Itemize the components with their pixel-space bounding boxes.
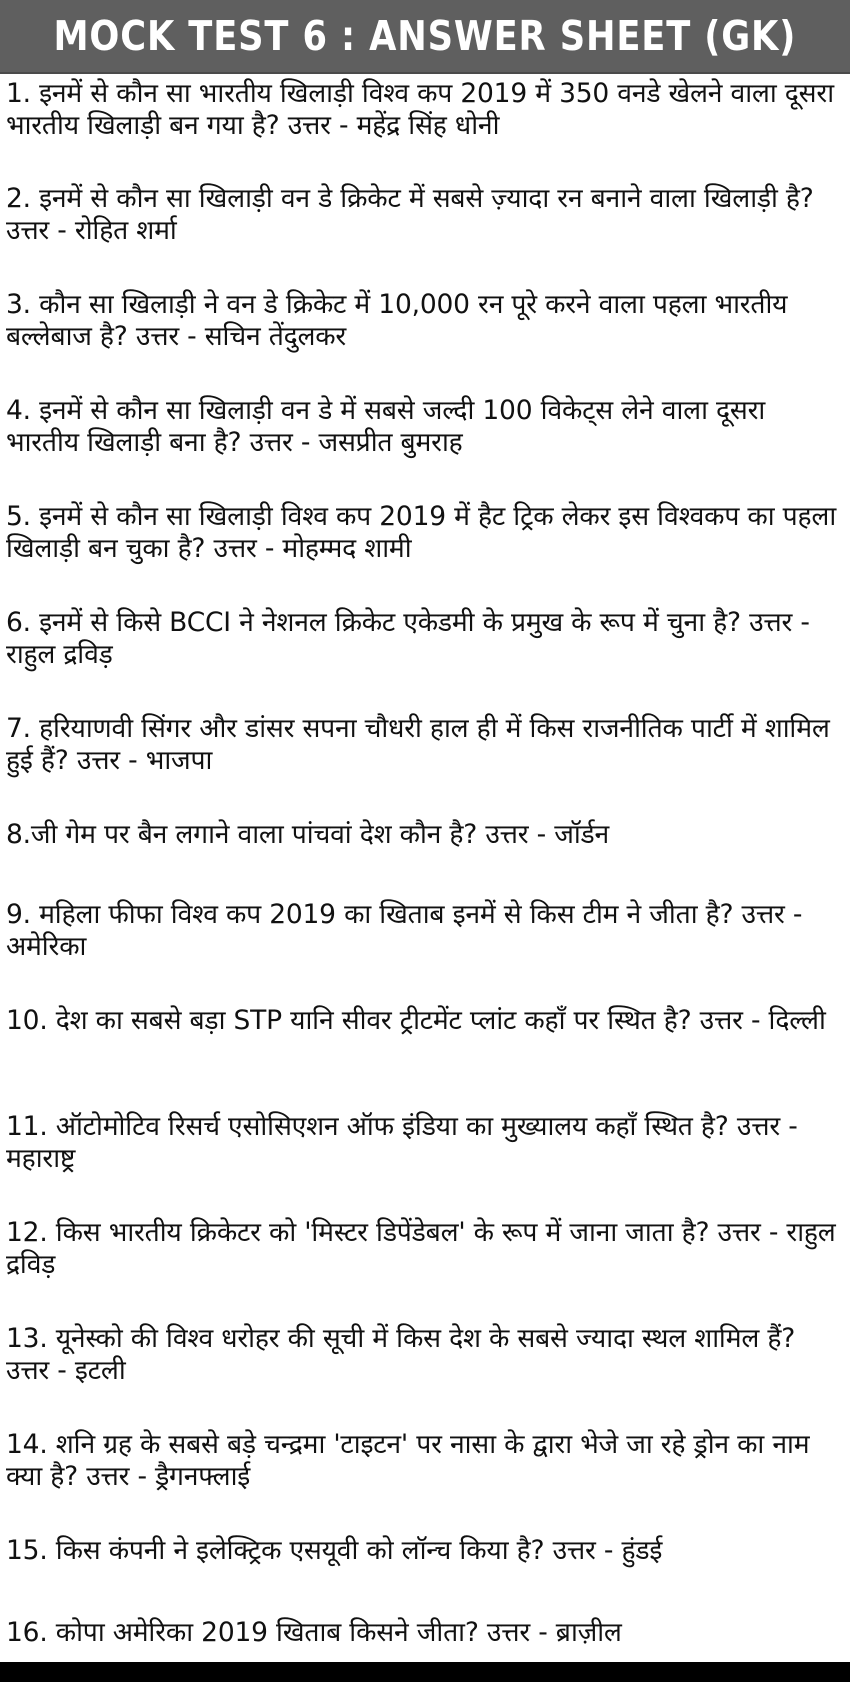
question-item-5 <box>6 501 844 565</box>
question-text: 10. देश का सबसे बड़ा STP यानि सीवर ट्रीटमेंट प्लांट कहाँ पर स्थित है? उत्तर - दिल्ली <box>6 1005 826 1036</box>
question-text: 12. किस भारतीय क्रिकेटर को 'मिस्टर डिपेंडेबल' के रूप में जाना जाता है? उत्तर - राहुल द्रविड़ <box>6 1217 836 1280</box>
title-bar <box>0 0 850 74</box>
question-text: 11. ऑटोमोटिव रिसर्च एसोसिएशन ऑफ इंडिया का मुख्यालय कहाँ स्थित है? उत्तर - महाराष्ट्र <box>6 1111 798 1174</box>
question-text: 14. शनि ग्रह के सबसे बड़े चन्द्रमा 'टाइटन' पर नासा के द्वारा भेजे जा रहे ड्रोन का नाम क्या है? उत्तर - ड्रैगनफ्लाई <box>6 1429 810 1492</box>
question-text: 7. हरियाणवी सिंगर और डांसर सपना चौधरी हाल ही में किस राजनीतिक पार्टी में शामिल हुई हैं? उत्तर - भाजपा <box>6 713 830 776</box>
question-item-15 <box>6 1535 844 1567</box>
question-item-8 <box>6 819 844 851</box>
question-item-4 <box>6 395 844 459</box>
question-text: 8.जी गेम पर बैन लगाने वाला पांचवां देश कौन है? उत्तर - जॉर्डन <box>6 819 610 850</box>
question-text: 5. इनमें से कौन सा खिलाड़ी विश्व कप 2019 में हैट ट्रिक लेकर इस विश्वकप का पहला खिलाड़ी बन चुका है? उत्तर - मोहम्मद शामी <box>6 501 836 564</box>
question-text: 16. कोपा अमेरिका 2019 खिताब किसने जीता? उत्तर - ब्राज़ील <box>6 1617 622 1648</box>
question-item-2 <box>6 183 844 247</box>
question-text: 4. इनमें से कौन सा खिलाड़ी वन डे में सबसे जल्दी 100 विकेट्स लेने वाला दूसरा भारतीय खिलाड़ी बना है? उत्तर - जसप्रीत बुमराह <box>6 395 766 458</box>
question-item-7 <box>6 713 844 777</box>
question-text: 6. इनमें से किसे BCCI ने नेशनल क्रिकेट एकेडमी के प्रमुख के रूप में चुना है? उत्तर - राहुल द्रविड़ <box>6 607 810 670</box>
question-text: 2. इनमें से कौन सा खिलाड़ी वन डे क्रिकेट में सबसे ज़्यादा रन बनाने वाला खिलाड़ी है? उत्तर - रोहित शर्मा <box>6 183 814 246</box>
question-text: 15. किस कंपनी ने इलेक्ट्रिक एसयूवी को लॉन्च किया है? उत्तर - हुंडई <box>6 1535 663 1566</box>
page-title: MOCK TEST 6 : ANSWER SHEET (GK) <box>53 12 797 60</box>
question-item-14 <box>6 1429 844 1493</box>
question-text: 9. महिला फीफा विश्व कप 2019 का खिताब इनमें से किस टीम ने जीता है? उत्तर - अमेरिका <box>6 899 803 962</box>
question-item-6 <box>6 607 844 671</box>
question-text: 13. यूनेस्को की विश्व धरोहर की सूची में किस देश के सबसे ज्यादा स्थल शामिल हैं? उत्तर - इटली <box>6 1323 796 1386</box>
bottom-bar <box>0 1662 850 1682</box>
question-item-13 <box>6 1323 844 1387</box>
question-item-1 <box>6 78 844 142</box>
question-item-10 <box>6 1005 844 1037</box>
question-item-9 <box>6 899 844 963</box>
question-text: 1. इनमें से कौन सा भारतीय खिलाड़ी विश्व कप 2019 में 350 वनडे खेलने वाला दूसरा भारतीय खिलाड़ी बन गया है? उत्तर - महेंद्र सिंह धोनी <box>6 78 834 141</box>
question-item-12 <box>6 1217 844 1281</box>
question-text: 3. कौन सा खिलाड़ी ने वन डे क्रिकेट में 10,000 रन पूरे करने वाला पहला भारतीय बल्लेबाज है? उत्तर - सचिन तेंदुलकर <box>6 289 788 352</box>
question-item-3 <box>6 289 844 353</box>
question-item-11 <box>6 1111 844 1175</box>
question-item-16 <box>6 1617 844 1649</box>
